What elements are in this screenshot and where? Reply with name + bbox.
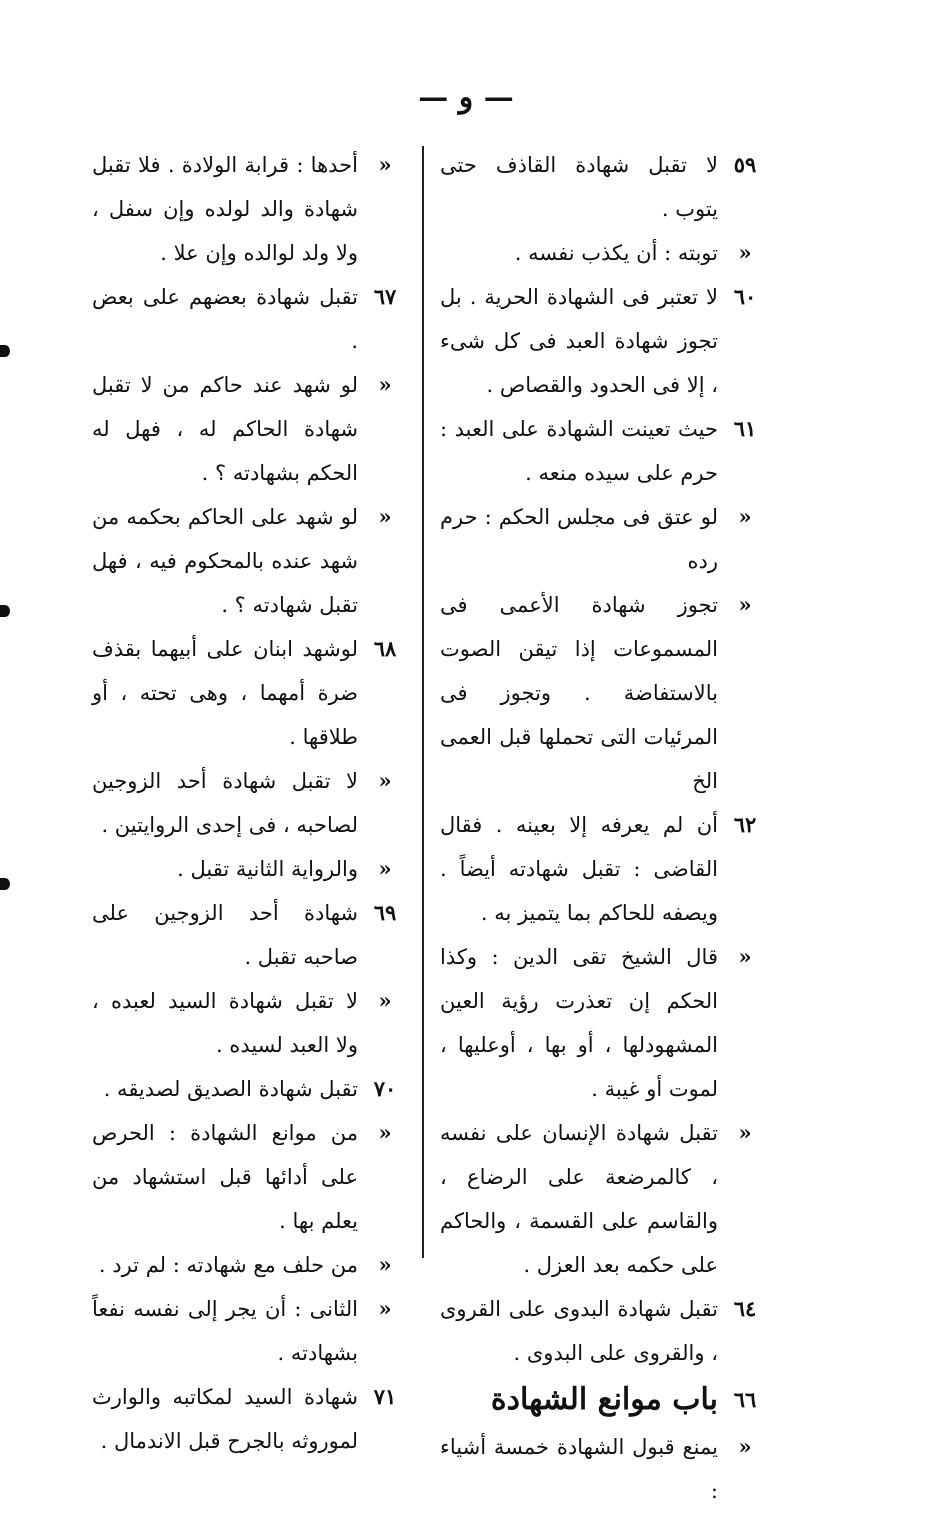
right-column xyxy=(440,143,770,1513)
entry-number: « xyxy=(378,768,392,793)
entry-item xyxy=(440,495,770,583)
entry-text: تقبل شهادة الصديق لصديقه . xyxy=(103,1077,358,1101)
entry-number: « xyxy=(378,1252,392,1277)
entry-number: « xyxy=(738,1120,752,1145)
entry-text: تقبل شهادة الإنسان على نفسه ، كالمرضعة على الرضاع ، والقاسم على القسمة ، والحاكم على حكمه بعد العزل . xyxy=(440,1121,718,1277)
entry-number: ٦٩ xyxy=(373,900,397,925)
entry-number: ٥٩ xyxy=(733,152,757,177)
entry-text: أن لم يعرفه إلا بعينه . فقال القاضى : تقبل شهادته أيضاً . ويصفه للحاكم بما يتميز به . xyxy=(440,813,718,925)
entry-item xyxy=(92,275,410,363)
entry-text: لو شهد على الحاكم بحكمه من شهد عنده بالمحكوم فيه ، فهل تقبل شهادته ؟ . xyxy=(92,505,358,617)
entry-text: لا تقبل شهادة أحد الزوجين لصاحبه ، فى إحدى الروايتين . xyxy=(92,769,358,837)
entry-text: شهادة أحد الزوجين على صاحبه تقبل . xyxy=(92,901,358,969)
edge-mark xyxy=(0,345,10,357)
entry-item xyxy=(440,407,770,495)
entry-item xyxy=(440,583,770,803)
entry-text: لا تقبل شهادة السيد لعبده ، ولا العبد لسيده . xyxy=(92,989,358,1057)
entry-text: من حلف مع شهادته : لم ترد . xyxy=(98,1253,358,1277)
entry-number: « xyxy=(378,988,392,1013)
entry-number: ٦٦ xyxy=(733,1387,757,1412)
entry-item xyxy=(440,803,770,935)
entry-number: « xyxy=(378,1120,392,1145)
entry-item xyxy=(92,495,410,627)
entry-text: توبته : أن يكذب نفسه . xyxy=(514,241,718,265)
entry-text: تقبل شهادة بعضهم على بعض . xyxy=(92,285,358,353)
entry-text: تقبل شهادة البدوى على القروى ، والقروى على البدوى . xyxy=(440,1297,718,1365)
column-divider xyxy=(422,146,424,1258)
entry-item xyxy=(440,1111,770,1287)
entry-text: لا تقبل شهادة القاذف حتى يتوب . xyxy=(440,153,718,221)
entry-number: « xyxy=(738,240,752,265)
entry-number: « xyxy=(738,592,752,617)
entry-number: « xyxy=(378,504,392,529)
left-column xyxy=(92,143,410,1463)
entry-number: ٦٠ xyxy=(733,284,757,309)
entry-item xyxy=(92,363,410,495)
entry-item xyxy=(92,759,410,847)
entry-text: أحدها : قرابة الولادة . فلا تقبل شهادة والد لولده وإن سفل ، ولا ولد لوالده وإن علا . xyxy=(92,153,358,265)
entry-number: « xyxy=(738,944,752,969)
entry-text: لوشهد ابنان على أبيهما بقذف ضرة أمهما ، وهى تحته ، أو طلاقها . xyxy=(92,637,358,749)
edge-mark xyxy=(0,605,10,617)
entry-text: يمنع قبول الشهادة خمسة أشياء : xyxy=(440,1435,718,1503)
page-header: — و — xyxy=(418,80,514,115)
entry-number: « xyxy=(738,504,752,529)
entry-number: ٧١ xyxy=(373,1384,397,1409)
entry-item xyxy=(440,143,770,231)
entry-item xyxy=(92,979,410,1067)
entry-number: ٧٠ xyxy=(373,1076,397,1101)
entry-item xyxy=(92,891,410,979)
entry-text: تجوز شهادة الأعمى فى المسموعات إذا تيقن الصوت بالاستفاضة . وتجوز فى المرئيات التى تحملها قبل العمى الخ xyxy=(440,593,718,793)
entry-item xyxy=(92,1243,410,1287)
entry-text: لو عتق فى مجلس الحكم : حرم رده xyxy=(440,505,718,573)
entry-text: لو شهد عند حاكم من لا تقبل شهادة الحاكم له ، فهل له الحكم بشهادته ؟ . xyxy=(92,373,358,485)
entry-item xyxy=(440,275,770,407)
section-heading xyxy=(440,1375,770,1425)
entry-item xyxy=(92,1111,410,1243)
entry-number: ٦٨ xyxy=(373,636,397,661)
entry-item xyxy=(92,1067,410,1111)
entry-text: من موانع الشهادة : الحرص على أدائها قبل استشهاد من يعلم بها . xyxy=(92,1121,358,1233)
entry-number: ٦٧ xyxy=(373,284,397,309)
entry-text: الثانى : أن يجر إلى نفسه نفعاً بشهادته . xyxy=(92,1297,358,1365)
entry-text: والرواية الثانية تقبل . xyxy=(177,857,358,881)
entry-item xyxy=(92,143,410,275)
entry-item xyxy=(440,1425,770,1513)
entry-item xyxy=(440,1287,770,1375)
entry-number: ٦٤ xyxy=(733,1296,757,1321)
entry-text: حيث تعينت الشهادة على العبد : حرم على سيده منعه . xyxy=(440,417,718,485)
entry-text: شهادة السيد لمكاتبه والوارث لموروثه بالجرح قبل الاندمال . xyxy=(92,1385,358,1453)
entry-item xyxy=(92,847,410,891)
entry-item xyxy=(440,935,770,1111)
entry-item xyxy=(92,627,410,759)
edge-mark xyxy=(0,878,10,890)
entry-item xyxy=(92,1287,410,1375)
entry-number: « xyxy=(378,152,392,177)
entry-item xyxy=(440,231,770,275)
entry-number: ٦١ xyxy=(733,416,757,441)
entry-number: « xyxy=(738,1434,752,1459)
entry-text: باب موانع الشهادة xyxy=(490,1382,718,1417)
entry-number: « xyxy=(378,372,392,397)
entry-text: لا تعتبر فى الشهادة الحرية . بل تجوز شهادة العبد فى كل شىء ، إلا فى الحدود والقصاص . xyxy=(440,285,718,397)
entry-number: « xyxy=(378,856,392,881)
entry-text: قال الشيخ تقى الدين : وكذا الحكم إن تعذرت رؤية العين المشهودلها ، أو بها ، أوعليها ، لموت أو غيبة . xyxy=(440,945,718,1101)
entry-number: « xyxy=(378,1296,392,1321)
entry-item xyxy=(92,1375,410,1463)
entry-number: ٦٢ xyxy=(733,812,757,837)
